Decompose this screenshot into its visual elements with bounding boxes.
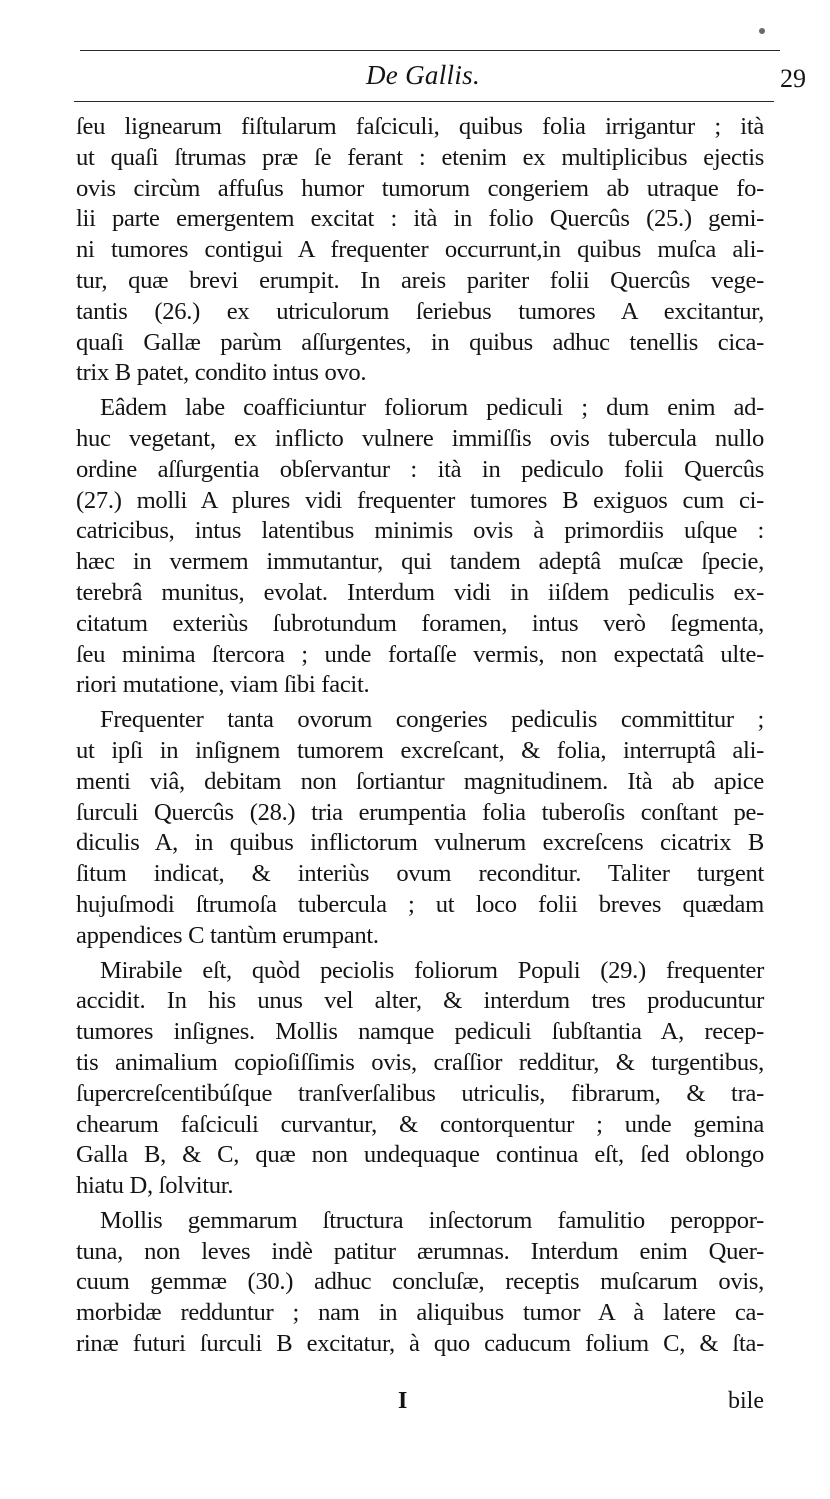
- text-line: ordine aſſurgentia obſervantur : ità in pediculo folii Quercûs: [76, 455, 764, 483]
- text-line: ut quaſi ſtrumas præ ſe ferant : etenim ex multiplicibus ejectis: [76, 143, 764, 171]
- running-title: De Gallis.: [366, 60, 480, 90]
- text-line: hæc in vermem immutantur, qui tandem adeptâ muſcæ ſpecie,: [76, 548, 764, 576]
- top-rule: [80, 50, 780, 51]
- paragraph-2: [76, 393, 764, 701]
- text-line: accidit. In his unus vel alter, & interdum tres producuntur: [76, 987, 764, 1015]
- paragraph-4: [76, 956, 764, 1202]
- page-number: 29: [780, 64, 806, 93]
- text-line: rinæ futuri ſurculi B excitatur, à quo caducum folium C, & ſta-: [76, 1330, 764, 1358]
- text-line: diculis A, in quibus inflictorum vulnerum excreſcens cicatrix B: [76, 829, 764, 857]
- text-line: lii parte emergentem excitat : ità in folio Quercûs (25.) gemi-: [76, 205, 764, 233]
- text-line: riori mutatione, viam ſibi facit.: [76, 671, 370, 699]
- text-line: ni tumores contigui A frequenter occurrunt,in quibus muſca ali-: [76, 236, 764, 264]
- paragraph-3: [76, 705, 764, 951]
- text-line: quaſi Gallæ parùm aſſurgentes, in quibus adhuc tenellis cica-: [76, 328, 764, 356]
- text-line: hiatu D, ſolvitur.: [76, 1172, 234, 1200]
- catchword: bile: [728, 1388, 764, 1414]
- paragraph-1: [76, 112, 764, 389]
- text-line: catricibus, intus latentibus minimis ovis à primordiis uſque :: [76, 517, 764, 545]
- body-text: [76, 112, 764, 1360]
- paragraph-5: [76, 1206, 764, 1360]
- text-line: ſupercreſcentibúſque tranſverſalibus utriculis, fibrarum, & tra-: [76, 1079, 764, 1107]
- ink-speck: [759, 28, 765, 34]
- head-rule: [74, 101, 774, 102]
- text-line: morbidæ redduntur ; nam in aliquibus tumor A à latere ca-: [76, 1299, 764, 1327]
- text-line: citatum exteriùs ſubrotundum foramen, intus verò ſegmenta,: [76, 609, 764, 637]
- text-line: menti viâ, debitam non ſortiantur magnitudinem. Ità ab apice: [76, 767, 764, 795]
- text-line: chearum faſciculi curvantur, & contorquentur ; unde gemina: [76, 1110, 764, 1138]
- text-line: huc vegetant, ex inflicto vulnere immiſſis ovis tubercula nullo: [76, 424, 764, 452]
- text-line: ſurculi Quercûs (28.) tria erumpentia folia tuberoſis conſtant pe-: [76, 798, 764, 826]
- text-line: ſeu lignearum fiſtularum faſciculi, quibus folia irrigantur ; ità: [76, 113, 764, 140]
- text-line: cuum gemmæ (30.) adhuc concluſæ, receptis muſcarum ovis,: [76, 1268, 764, 1296]
- text-line: appendices C tantùm erumpant.: [76, 921, 379, 949]
- text-line: ovis circùm affuſus humor tumorum congeriem ab utraque fo-: [76, 174, 764, 202]
- text-line: Frequenter tanta ovorum congeries pediculis committitur ;: [100, 706, 764, 734]
- text-line: ut ipſi in inſignem tumorem excreſcant, & folia, interruptâ ali-: [76, 736, 764, 764]
- text-line: Galla B, & C, quæ non undequaque continua eſt, ſed oblongo: [76, 1141, 764, 1169]
- text-line: ſitum indicat, & interiùs ovum reconditur. Taliter turgent: [76, 860, 764, 888]
- signature-mark: I: [398, 1388, 408, 1414]
- text-line: (27.) molli A plures vidi frequenter tumores B exiguos cum ci-: [76, 486, 764, 514]
- text-line: tis animalium copioſiſſimis ovis, craſſior redditur, & turgentibus,: [76, 1048, 764, 1076]
- text-line: tumores inſignes. Mollis namque pediculi ſubſtantia A, recep-: [76, 1018, 764, 1046]
- text-line: tuna, non leves indè patitur ærumnas. Interdum enim Quer-: [76, 1237, 764, 1265]
- text-line: tantis (26.) ex utriculorum ſeriebus tumores A excitantur,: [76, 297, 764, 325]
- text-line: ſeu minima ſtercora ; unde fortaſſe vermis, non expectatâ ulte-: [76, 640, 764, 668]
- text-line: Eâdem labe coafficiuntur foliorum pediculi ; dum enim ad-: [100, 394, 764, 422]
- text-line: hujuſmodi ſtrumoſa tubercula ; ut loco folii breves quædam: [76, 890, 764, 918]
- running-head: [0, 58, 830, 98]
- text-line: terebrâ munitus, evolat. Interdum vidi in iiſdem pediculis ex-: [76, 578, 764, 606]
- text-line: Mirabile eſt, quòd peciolis foliorum Populi (29.) frequenter: [100, 956, 764, 984]
- text-line: tur, quæ brevi erumpit. In areis pariter folii Quercûs vege-: [76, 266, 764, 294]
- text-line: Mollis gemmarum ſtructura inſectorum famulitio peroppor-: [100, 1206, 764, 1234]
- text-line: trix B patet, condito intus ovo.: [76, 359, 367, 387]
